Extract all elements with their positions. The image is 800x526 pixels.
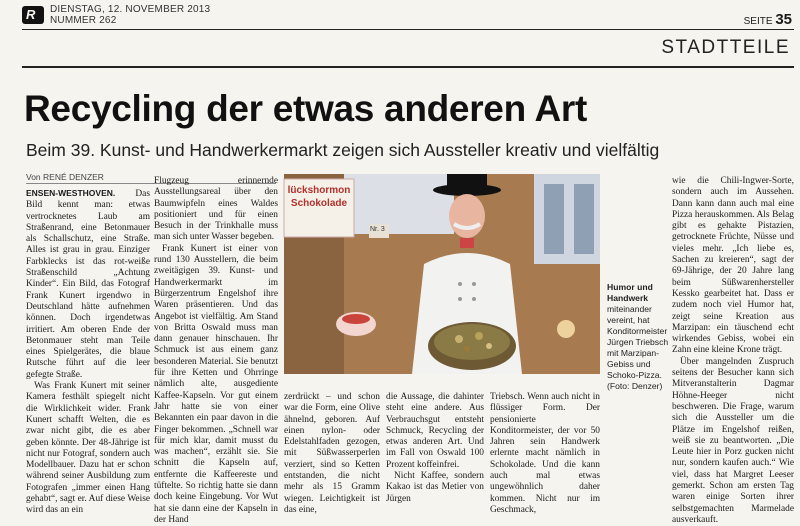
photo-caption bbox=[607, 282, 669, 392]
caption-title: Humor und Handwerk bbox=[607, 282, 653, 303]
paragraph: Über mangelnden Zuspruch seitens der Besucher kann sich Mitveranstalterin Dagmar Höhne-Heeger nicht beschweren. Die Frage, warum sich die Aussteller um die Plätze im Engelshof reißen, weiß sie zu beantworten. „Die Leute hier in Porz gucken nicht nur, sondern kaufen auch.“ Wie viel, dass hat Margret Leeser gemerkt. Schon am ersten Tag waren einige Sorten ihrer selbstgemachten Marmelade ausverkauft. bbox=[672, 356, 794, 525]
paragraph: wie die Chili-Ingwer-Sorte, sondern auch im Aussehen. Dann kann dann auch mal eine Pizza herauskommen. Als Belag gibt es gehakte Pistazien, getrocknete Früchte, Nüsse und vieles mehr. „Ich liebe es, Sachen zu kreieren“, sagt der 69-Jährige, der 20 Jahre lang beim Süßwarenhersteller Kessko gearbeitet hat. Dass er zudem noch viel Humor hat, zeigt seine Kreation aus Marzipan: ein täuschend echt wirkendes Gebiss, wobei ein Zahn eine kleine Krone trägt. bbox=[672, 176, 794, 356]
article-column-5 bbox=[490, 392, 600, 515]
article-column-2 bbox=[154, 176, 278, 525]
article-column-3 bbox=[284, 392, 380, 515]
photo-tag: Nr. 3 bbox=[370, 226, 385, 233]
issue-date: DIENSTAG, 12. NOVEMBER 2013 bbox=[50, 4, 211, 15]
issue-number: NUMMER 262 bbox=[50, 15, 117, 26]
photo-sign-line: Schokolade bbox=[290, 198, 348, 209]
paragraph: Das Bild kennt man: etwas vertrocknetes Laub am Straßenrand, eine Betonmauer als Schallschutz, eine Straße. Alles ist grau in grau. Einziger Farbklecks ist das rot-weiße Straßenschild „Achtung Kinder“. Ein Bild, das Fotograf Frank Kunert irgendwo in Deutschland hätte aufnehmen können. Doch irgendetwas irritiert. Am oberen Ende der Betonmauer steht man Teile eines Spielgerätes, die blaue Rutsche führt auf die leer gefegte Straße. bbox=[26, 189, 150, 380]
paragraph: Frank Kunert ist einer von rund 130 Ausstellern, die beim zweitägigen 39. Kunst- und Handwerkermarkt im Bürgerzentrum Engelshof ihre Waren präsentieren. Und das Angebot ist vielfältig. Am Stand von Britta Oswald muss man dann genauer hinschauen. Ihr Schmuck ist aus einem ganz besonderen Material. Sie benutzt für ihre Ketten und Ohrringe nämlich alte, ausgediente Kaffee-Kapseln. Vor gut einem Jahr hatte sie von einer Bekannten ein paar davon in die Finger bekommen. „Schnell war für mich klar, damit musst du was machen“, erzählt sie. Sie schnitt die Kapseln auf, entfernte die Kaffeereste und tüftelte. So richtig hatte sie dann doch keine Eingebung. Vor Wut hat sie dann eine der Kapseln in der Hand bbox=[154, 243, 278, 525]
headline: Recycling der etwas anderen Art bbox=[24, 88, 588, 129]
paragraph: die Aussage, die dahinter steht eine andere. Aus Verbrauchsgut entsteht Schmuck, Recycling der etwas anderen Art. Und im Fall von Oswald 100 Prozent koffeinfrei. bbox=[386, 392, 484, 470]
paragraph: Flugzeug erinnernde Ausstellungsareal über den Baumwipfeln eines Waldes positioniert und für einen Besuch in der Trinkhalle muss man sich unter Wasser begeben. bbox=[154, 176, 278, 243]
paragraph: Was Frank Kunert mit seiner Kamera festhält spiegelt nicht die Wirklichkeit wider. Frank Kunert schafft Welten, die es zwar nicht gibt, die es aber geben könnte. Der 48-Jährige ist nicht nur Fotograf, sondern auch Modellbauer. Dazu hat er schon während seiner Ausbildung zum Fotografen „immer einen Hang gehabt“, sagt er. Auf diese Weise wird das an ein bbox=[26, 381, 150, 516]
byline: Von RENÉ DENZER bbox=[26, 172, 104, 182]
paragraph: Nicht Kaffee, sondern Kakao ist das Metier von Jürgen bbox=[386, 471, 484, 504]
page-number-value: 35 bbox=[775, 11, 792, 28]
caption-text: miteinander vereint, hat Konditormeister Jürgen Triebsch mit Marzipan-Gebiss und Schoko-Pizza. (Foto: Denzer) bbox=[607, 304, 669, 391]
paragraph: zerdrückt – und schon war die Form, eine Olive ähnelnd, geboren. Auf einen nylon- oder Edelstahlfaden gezogen, mit Süßwasserperlen verziert, sind so Ketten entstanden, die nicht mehr als 15 Gramm wiegen. Leichtigkeit ist das eine, bbox=[284, 392, 380, 515]
newspaper-logo: R bbox=[22, 6, 44, 24]
section-title: STADTTEILE bbox=[661, 37, 790, 58]
photo-sign-line: lückshormon bbox=[287, 185, 351, 196]
article-photo bbox=[284, 174, 600, 374]
article-column-4 bbox=[386, 392, 484, 504]
subheadline: Beim 39. Kunst- und Handwerkermarkt zeigen sich Aussteller kreativ und vielfältig bbox=[26, 140, 660, 160]
header-rule bbox=[22, 29, 794, 30]
paragraph: Triebsch. Wenn auch nicht in flüssiger Form. Der pensionierte Konditormeister, der vor 50 Jahren sein Handwerk erlernte macht nämlich in Schokolade. Und die kann auch mal etwas ungewöhnlich daher kommen. Nicht nur im Geschmack, bbox=[490, 392, 600, 515]
article-column-6 bbox=[672, 176, 794, 525]
photo-sign bbox=[286, 184, 352, 210]
section-rule bbox=[22, 66, 794, 68]
dateline: ENSEN-WESTHOVEN. bbox=[26, 188, 116, 198]
page-prefix: SEITE bbox=[743, 16, 773, 27]
article-column-1 bbox=[26, 188, 150, 516]
page-number bbox=[744, 11, 792, 28]
